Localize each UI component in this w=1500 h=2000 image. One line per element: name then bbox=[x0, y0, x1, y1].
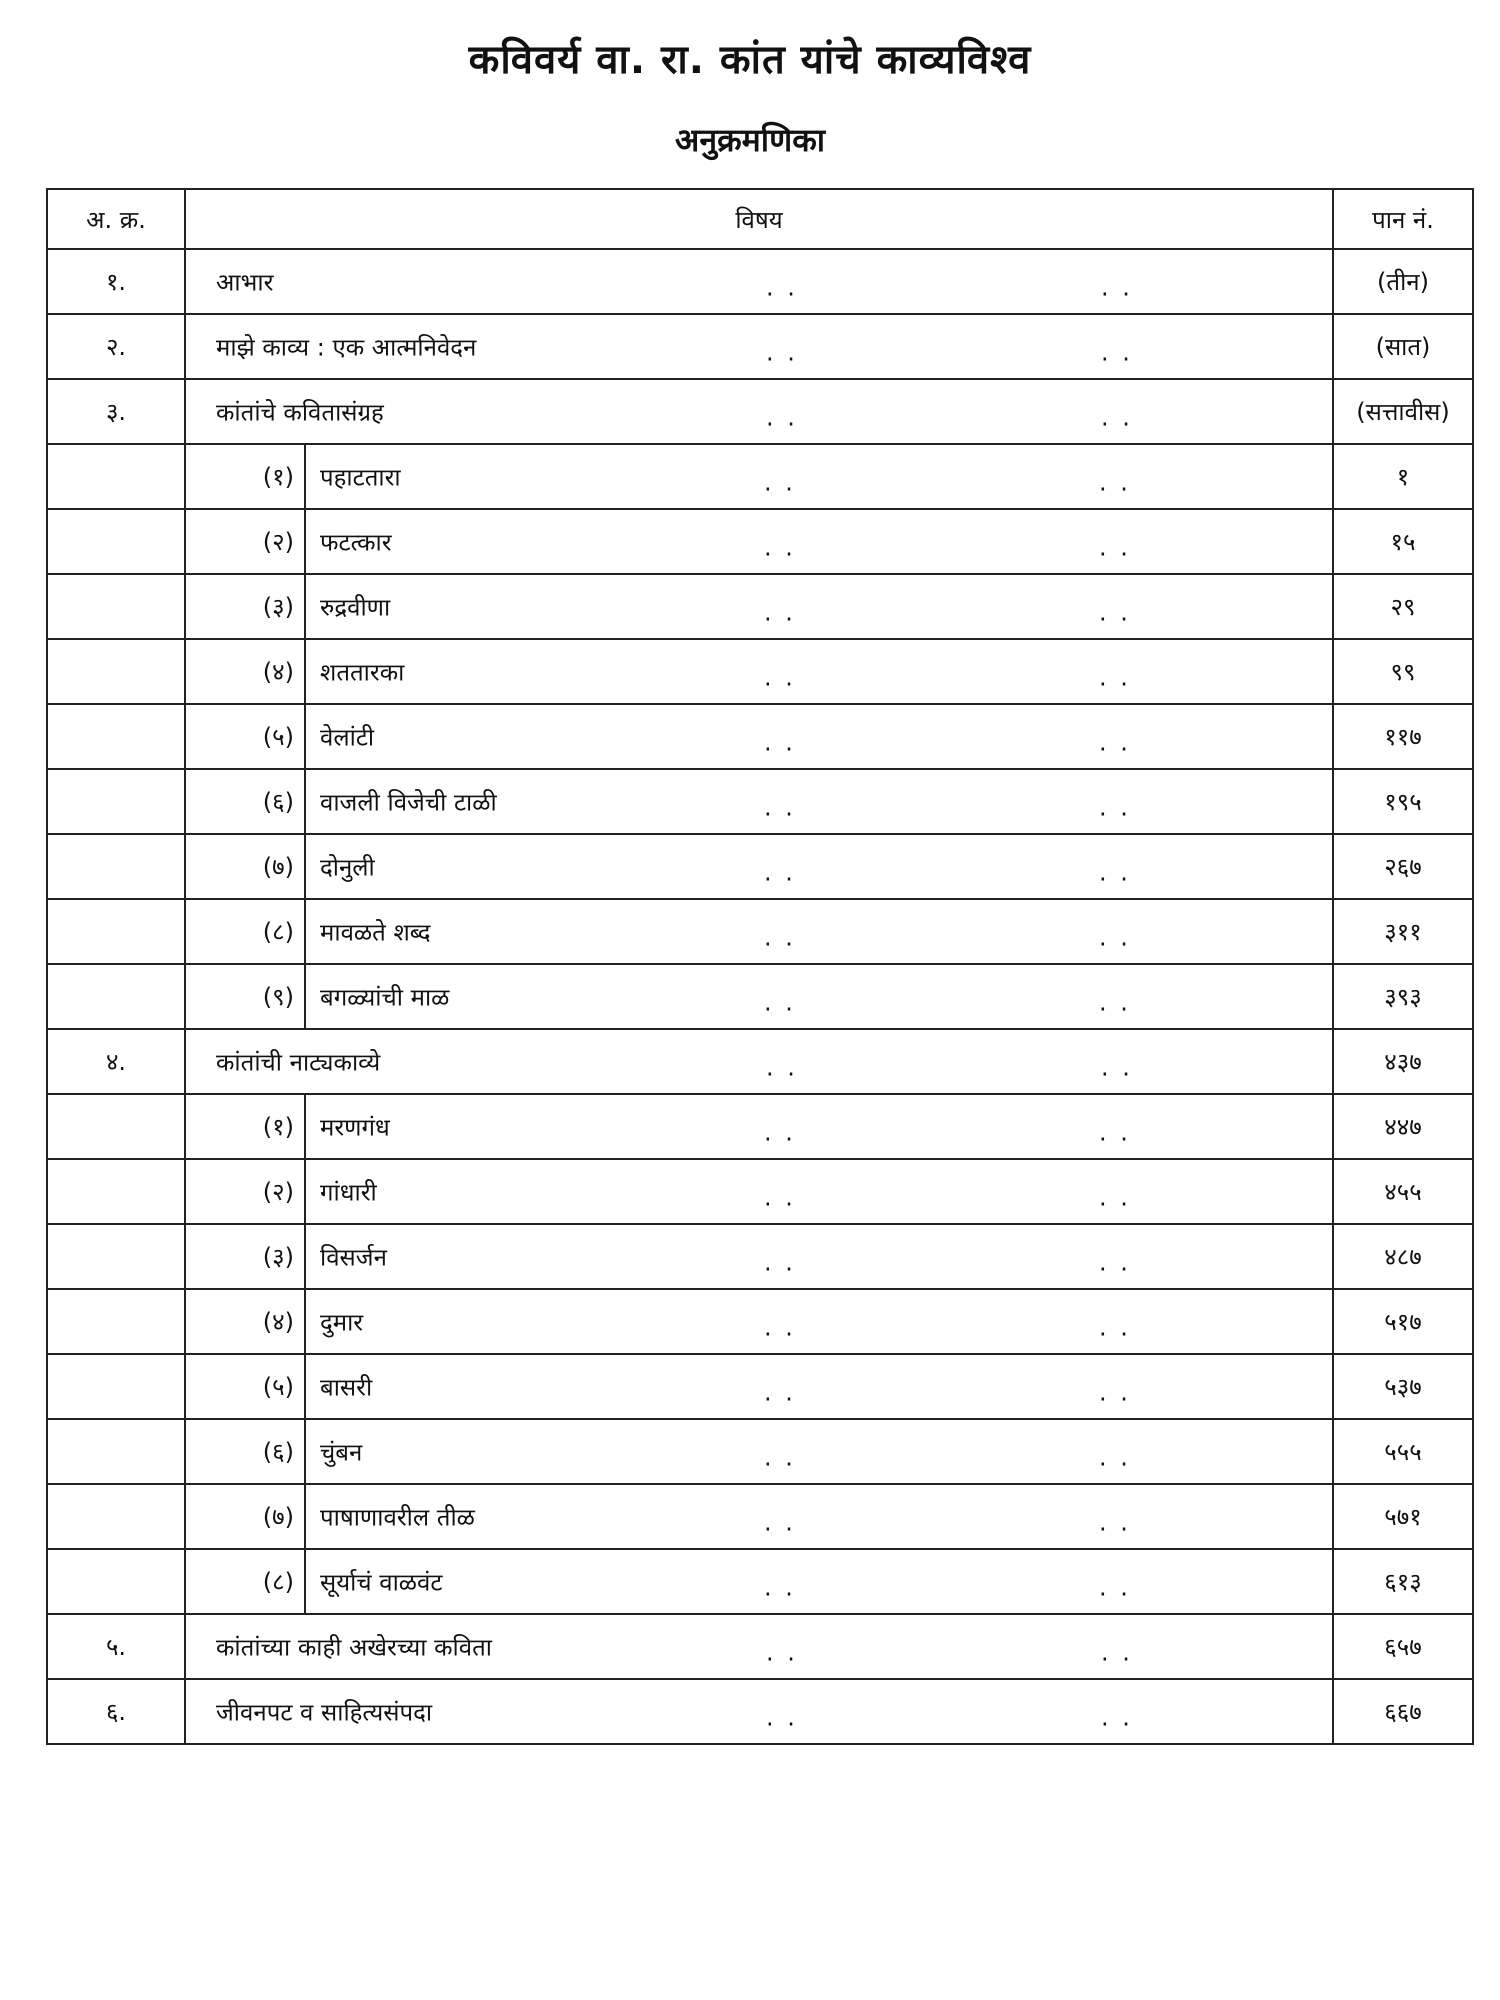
row-subject bbox=[305, 1159, 1333, 1224]
row-label: मावळते शब्द bbox=[320, 918, 431, 946]
row-number-empty bbox=[47, 1549, 185, 1614]
leader-dots: . . bbox=[766, 403, 798, 432]
row-label: शततारका bbox=[320, 658, 405, 686]
row-sub-number: (६) bbox=[185, 1419, 305, 1484]
row-subject bbox=[305, 769, 1333, 834]
row-page: ६६७ bbox=[1333, 1679, 1473, 1744]
row-sub-number: (१) bbox=[185, 1094, 305, 1159]
row-page: ४८७ bbox=[1333, 1224, 1473, 1289]
page-title: कविवर्य वा. रा. कांत यांचे काव्यविश्व bbox=[468, 37, 1032, 83]
row-number-empty bbox=[47, 1354, 185, 1419]
row-label: कांतांची नाट्यकाव्ये bbox=[216, 1048, 381, 1076]
leader-dots: . . bbox=[764, 793, 796, 822]
row-subject bbox=[305, 574, 1333, 639]
row-number-empty bbox=[47, 899, 185, 964]
row-number-empty bbox=[47, 639, 185, 704]
row-subject bbox=[305, 834, 1333, 899]
leader-dots: . . bbox=[764, 598, 796, 627]
table-row bbox=[47, 639, 1473, 704]
leader-dots: . . bbox=[764, 1313, 796, 1342]
table-row bbox=[47, 1029, 1473, 1094]
row-number-empty bbox=[47, 574, 185, 639]
row-number-empty bbox=[47, 1289, 185, 1354]
table-row bbox=[47, 1549, 1473, 1614]
row-number-empty bbox=[47, 834, 185, 899]
row-sub-number: (१) bbox=[185, 444, 305, 509]
table-row bbox=[47, 574, 1473, 639]
table-row bbox=[47, 379, 1473, 444]
row-subject bbox=[305, 509, 1333, 574]
row-subject bbox=[305, 1094, 1333, 1159]
row-label: रुद्रवीणा bbox=[320, 593, 391, 621]
leader-dots: . . bbox=[1101, 403, 1133, 432]
row-page: १५ bbox=[1333, 509, 1473, 574]
leader-dots: . . bbox=[1099, 1313, 1131, 1342]
row-page: २६७ bbox=[1333, 834, 1473, 899]
leader-dots: . . bbox=[1099, 858, 1131, 887]
row-number-empty bbox=[47, 1094, 185, 1159]
row-subject bbox=[305, 1224, 1333, 1289]
row-page: ४३७ bbox=[1333, 1029, 1473, 1094]
row-page: (तीन) bbox=[1333, 249, 1473, 314]
row-page: २९ bbox=[1333, 574, 1473, 639]
row-page: १९५ bbox=[1333, 769, 1473, 834]
leader-dots: . . bbox=[1099, 1443, 1131, 1472]
row-label: बासरी bbox=[320, 1373, 373, 1401]
row-subject bbox=[305, 1419, 1333, 1484]
table-row bbox=[47, 1419, 1473, 1484]
row-number-empty bbox=[47, 964, 185, 1029]
row-number-empty bbox=[47, 444, 185, 509]
leader-dots: . . bbox=[764, 1118, 796, 1147]
leader-dots: . . bbox=[1101, 338, 1133, 367]
leader-dots: . . bbox=[1099, 1378, 1131, 1407]
row-page: ५७१ bbox=[1333, 1484, 1473, 1549]
row-label: पहाटतारा bbox=[320, 463, 401, 491]
row-subject bbox=[305, 704, 1333, 769]
row-page: ५५५ bbox=[1333, 1419, 1473, 1484]
table-row bbox=[47, 1484, 1473, 1549]
row-sub-number: (२) bbox=[185, 509, 305, 574]
row-sub-number: (८) bbox=[185, 1549, 305, 1614]
table-row bbox=[47, 1159, 1473, 1224]
row-number-empty bbox=[47, 1419, 185, 1484]
row-sub-number: (७) bbox=[185, 834, 305, 899]
leader-dots: . . bbox=[764, 1183, 796, 1212]
leader-dots: . . bbox=[764, 1573, 796, 1602]
table-row bbox=[47, 834, 1473, 899]
header-subject: विषय bbox=[185, 189, 1333, 249]
row-number: २. bbox=[47, 314, 185, 379]
row-label: जीवनपट व साहित्यसंपदा bbox=[216, 1698, 433, 1726]
row-label: दुमार bbox=[320, 1308, 364, 1336]
row-number-empty bbox=[47, 769, 185, 834]
leader-dots: . . bbox=[764, 988, 796, 1017]
leader-dots: . . bbox=[1099, 923, 1131, 952]
row-label: माझे काव्य : एक आत्मनिवेदन bbox=[216, 333, 477, 361]
toc-body bbox=[47, 249, 1473, 1744]
row-label: वेलांटी bbox=[320, 723, 375, 751]
table-row bbox=[47, 444, 1473, 509]
leader-dots: . . bbox=[1099, 1183, 1131, 1212]
row-subject bbox=[305, 444, 1333, 509]
row-page: १ bbox=[1333, 444, 1473, 509]
table-row bbox=[47, 769, 1473, 834]
row-number-empty bbox=[47, 704, 185, 769]
header-number: अ. क्र. bbox=[47, 189, 185, 249]
row-sub-number: (३) bbox=[185, 574, 305, 639]
leader-dots: . . bbox=[764, 923, 796, 952]
row-label: चुंबन bbox=[320, 1438, 363, 1466]
leader-dots: . . bbox=[1099, 1248, 1131, 1277]
table-row bbox=[47, 1354, 1473, 1419]
leader-dots: . . bbox=[1099, 468, 1131, 497]
header-page: पान नं. bbox=[1333, 189, 1473, 249]
row-subject bbox=[305, 1289, 1333, 1354]
leader-dots: . . bbox=[764, 1508, 796, 1537]
leader-dots: . . bbox=[1099, 1573, 1131, 1602]
row-label: कांतांच्या काही अखेरच्या कविता bbox=[216, 1633, 492, 1661]
leader-dots: . . bbox=[766, 1053, 798, 1082]
row-sub-number: (४) bbox=[185, 639, 305, 704]
leader-dots: . . bbox=[1099, 1118, 1131, 1147]
row-subject bbox=[185, 379, 1333, 444]
row-sub-number: (९) bbox=[185, 964, 305, 1029]
table-row bbox=[47, 509, 1473, 574]
row-label: बगळ्यांची माळ bbox=[320, 983, 450, 1011]
leader-dots: . . bbox=[766, 338, 798, 367]
row-subject bbox=[305, 964, 1333, 1029]
leader-dots: . . bbox=[766, 273, 798, 302]
row-label: वाजली विजेची टाळी bbox=[320, 788, 497, 816]
row-page: ९९ bbox=[1333, 639, 1473, 704]
leader-dots: . . bbox=[1101, 273, 1133, 302]
table-row bbox=[47, 1679, 1473, 1744]
row-number-empty bbox=[47, 509, 185, 574]
row-label: विसर्जन bbox=[320, 1243, 387, 1271]
row-page: (सात) bbox=[1333, 314, 1473, 379]
row-sub-number: (६) bbox=[185, 769, 305, 834]
leader-dots: . . bbox=[764, 468, 796, 497]
row-number: ३. bbox=[47, 379, 185, 444]
table-row bbox=[47, 704, 1473, 769]
row-page: ११७ bbox=[1333, 704, 1473, 769]
page-subtitle: अनुक्रमणिका bbox=[674, 121, 826, 159]
row-label: गांधारी bbox=[320, 1178, 377, 1206]
leader-dots: . . bbox=[764, 533, 796, 562]
row-subject bbox=[305, 1354, 1333, 1419]
table-row bbox=[47, 314, 1473, 379]
leader-dots: . . bbox=[1099, 728, 1131, 757]
row-label: आभार bbox=[216, 268, 274, 296]
row-sub-number: (४) bbox=[185, 1289, 305, 1354]
row-subject bbox=[305, 639, 1333, 704]
row-sub-number: (२) bbox=[185, 1159, 305, 1224]
row-subject bbox=[185, 249, 1333, 314]
row-sub-number: (५) bbox=[185, 1354, 305, 1419]
row-page: ३११ bbox=[1333, 899, 1473, 964]
row-page: (सत्तावीस) bbox=[1333, 379, 1473, 444]
leader-dots: . . bbox=[1101, 1638, 1133, 1667]
leader-dots: . . bbox=[764, 1248, 796, 1277]
table-row bbox=[47, 1224, 1473, 1289]
row-number-empty bbox=[47, 1484, 185, 1549]
row-sub-number: (५) bbox=[185, 704, 305, 769]
row-label: पाषाणावरील तीळ bbox=[320, 1503, 475, 1531]
row-label: दोनुली bbox=[320, 853, 375, 881]
row-subject bbox=[305, 1549, 1333, 1614]
row-sub-number: (७) bbox=[185, 1484, 305, 1549]
leader-dots: . . bbox=[1101, 1703, 1133, 1732]
row-subject bbox=[305, 899, 1333, 964]
leader-dots: . . bbox=[766, 1638, 798, 1667]
leader-dots: . . bbox=[764, 858, 796, 887]
toc-table bbox=[46, 188, 1474, 1745]
row-page: ६५७ bbox=[1333, 1614, 1473, 1679]
leader-dots: . . bbox=[1099, 793, 1131, 822]
row-page: ५१७ bbox=[1333, 1289, 1473, 1354]
leader-dots: . . bbox=[764, 1378, 796, 1407]
table-row bbox=[47, 249, 1473, 314]
row-number: ४. bbox=[47, 1029, 185, 1094]
leader-dots: . . bbox=[1099, 1508, 1131, 1537]
leader-dots: . . bbox=[766, 1703, 798, 1732]
leader-dots: . . bbox=[764, 663, 796, 692]
row-number: ६. bbox=[47, 1679, 185, 1744]
leader-dots: . . bbox=[1101, 1053, 1133, 1082]
row-label: फटत्कार bbox=[320, 528, 392, 556]
leader-dots: . . bbox=[1099, 663, 1131, 692]
row-subject bbox=[185, 1679, 1333, 1744]
leader-dots: . . bbox=[764, 728, 796, 757]
row-number-empty bbox=[47, 1224, 185, 1289]
table-row bbox=[47, 1289, 1473, 1354]
table-row bbox=[47, 964, 1473, 1029]
row-page: ५३७ bbox=[1333, 1354, 1473, 1419]
row-sub-number: (३) bbox=[185, 1224, 305, 1289]
row-label: मरणगंध bbox=[320, 1113, 390, 1141]
row-label: कांतांचे कवितासंग्रह bbox=[216, 398, 384, 426]
table-row bbox=[47, 1614, 1473, 1679]
row-subject bbox=[185, 1029, 1333, 1094]
table-row bbox=[47, 1094, 1473, 1159]
row-page: ४५५ bbox=[1333, 1159, 1473, 1224]
leader-dots: . . bbox=[1099, 598, 1131, 627]
row-subject bbox=[305, 1484, 1333, 1549]
row-number: ५. bbox=[47, 1614, 185, 1679]
row-subject bbox=[185, 1614, 1333, 1679]
row-page: ६१३ bbox=[1333, 1549, 1473, 1614]
leader-dots: . . bbox=[764, 1443, 796, 1472]
table-row bbox=[47, 899, 1473, 964]
row-sub-number: (८) bbox=[185, 899, 305, 964]
table-header-row bbox=[47, 189, 1473, 249]
row-page: ४४७ bbox=[1333, 1094, 1473, 1159]
row-subject bbox=[185, 314, 1333, 379]
row-number-empty bbox=[47, 1159, 185, 1224]
leader-dots: . . bbox=[1099, 988, 1131, 1017]
leader-dots: . . bbox=[1099, 533, 1131, 562]
row-label: सूर्याचं वाळवंट bbox=[320, 1568, 443, 1596]
row-number: १. bbox=[47, 249, 185, 314]
row-page: ३९३ bbox=[1333, 964, 1473, 1029]
